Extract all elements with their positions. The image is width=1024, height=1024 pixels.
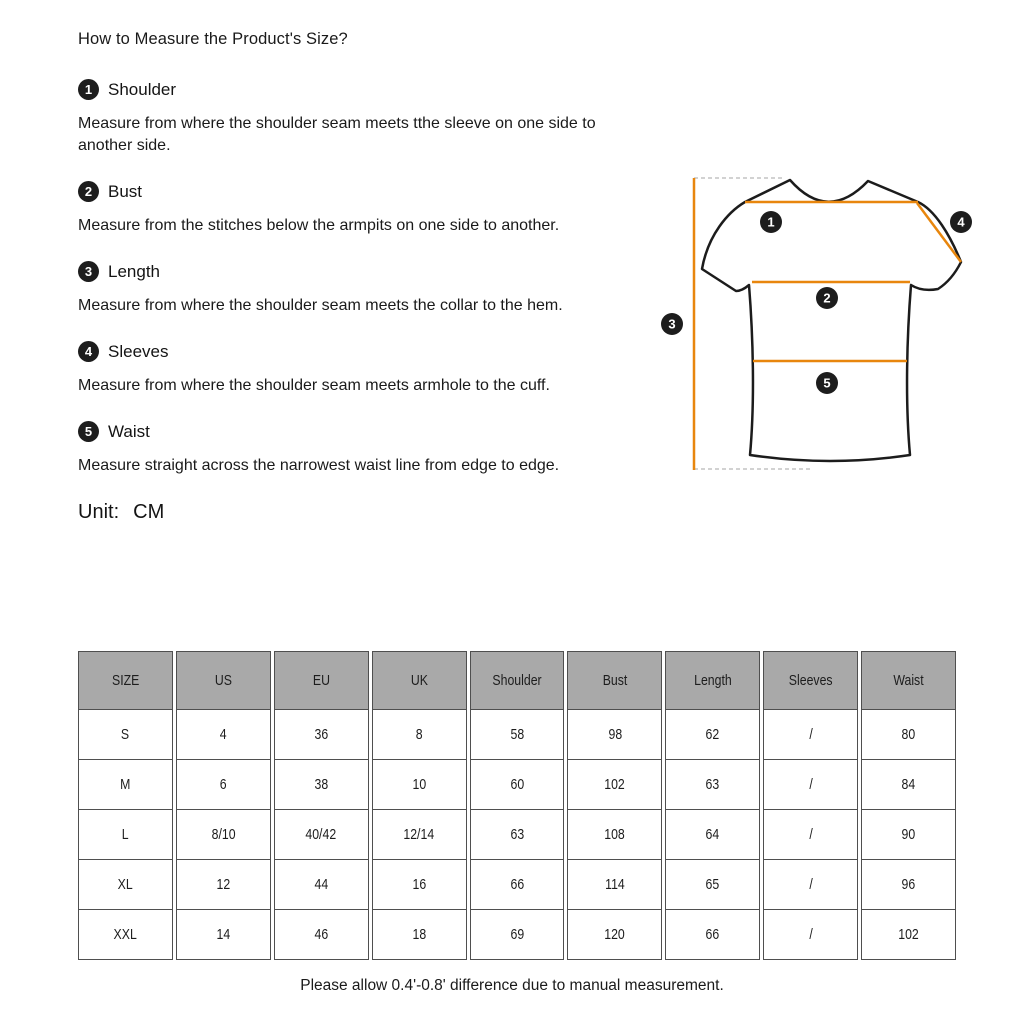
table-cell: 18: [372, 909, 467, 960]
column-header: Bust: [567, 651, 662, 710]
number-2-badge-icon: 2: [78, 181, 99, 202]
column-header: Waist: [861, 651, 956, 710]
number-4-badge-icon: 4: [78, 341, 99, 362]
table-cell: 69: [470, 909, 565, 960]
table-cell: 4: [176, 709, 271, 760]
table-cell: 58: [470, 709, 565, 760]
table-row: [78, 759, 956, 810]
table-cell: 12/14: [372, 809, 467, 860]
table-cell: S: [78, 709, 173, 760]
column-header: Length: [665, 651, 760, 710]
section-description: Measure straight across the narrowest waist line from edge to edge.: [78, 457, 560, 474]
table-cell: 46: [274, 909, 369, 960]
tshirt-diagram-svg: [650, 165, 1022, 487]
marker-3: [661, 313, 683, 335]
marker-2: [816, 287, 838, 309]
svg-text:4: 4: [957, 214, 965, 230]
marker-4: [950, 211, 972, 233]
instructions-column: [78, 30, 618, 524]
table-cell: /: [763, 859, 858, 910]
number-3-badge-icon: 3: [78, 261, 99, 282]
table-cell: 66: [470, 859, 565, 910]
column-header: US: [176, 651, 271, 710]
footer-note: Please allow 0.4'-0.8' difference due to manual measurement.: [300, 977, 724, 994]
section-description: Measure from where the shoulder seam meets tthe sleeve on one side to another side.: [78, 115, 596, 154]
size-table: [78, 651, 956, 960]
section-label: Length: [108, 261, 160, 281]
tshirt-outline: [702, 180, 961, 461]
section-label: Shoulder: [108, 79, 177, 99]
number-5-badge-icon: 5: [78, 421, 99, 442]
table-cell: 66: [665, 909, 760, 960]
table-cell: 84: [861, 759, 956, 810]
table-cell: 98: [567, 709, 662, 760]
table-cell: 40/42: [274, 809, 369, 860]
section-description: Measure from the stitches below the armpits on one side to another.: [78, 217, 560, 234]
table-cell: 44: [274, 859, 369, 910]
table-cell: 62: [665, 709, 760, 760]
table-cell: 60: [470, 759, 565, 810]
section-label: Bust: [108, 181, 143, 201]
tshirt-measurement-diagram: [650, 165, 1022, 487]
size-table-header-row: [78, 651, 956, 710]
svg-text:1: 1: [767, 214, 775, 230]
table-cell: 16: [372, 859, 467, 910]
table-cell: /: [763, 909, 858, 960]
table-cell: 10: [372, 759, 467, 810]
unit-value: CM: [133, 501, 165, 523]
table-cell: /: [763, 709, 858, 760]
table-cell: 90: [861, 809, 956, 860]
svg-text:2: 2: [823, 290, 831, 306]
unit-line: [78, 501, 618, 524]
table-cell: XL: [78, 859, 173, 910]
table-cell: L: [78, 809, 173, 860]
table-cell: 63: [665, 759, 760, 810]
table-cell: XXL: [78, 909, 173, 960]
table-cell: /: [763, 809, 858, 860]
section-heading-shoulder: [78, 79, 618, 100]
svg-text:3: 3: [668, 316, 676, 332]
table-row: [78, 909, 956, 960]
table-cell: 36: [274, 709, 369, 760]
section-label: Waist: [108, 421, 150, 441]
section-label: Sleeves: [108, 341, 169, 361]
section-description: Measure from where the shoulder seam meets the collar to the hem.: [78, 297, 563, 314]
column-header: Shoulder: [470, 651, 565, 710]
section-description: Measure from where the shoulder seam meets armhole to the cuff.: [78, 377, 550, 394]
table-row: [78, 859, 956, 910]
section-heading-length: [78, 261, 618, 282]
table-cell: 8/10: [176, 809, 271, 860]
number-1-badge-icon: 1: [78, 79, 99, 100]
table-cell: 102: [567, 759, 662, 810]
table-cell: 6: [176, 759, 271, 810]
table-cell: M: [78, 759, 173, 810]
section-heading-waist: [78, 421, 618, 442]
table-cell: /: [763, 759, 858, 810]
marker-1: [760, 211, 782, 233]
unit-label: Unit:: [78, 501, 120, 523]
page-title: How to Measure the Product's Size?: [78, 30, 348, 48]
table-cell: 114: [567, 859, 662, 910]
table-cell: 80: [861, 709, 956, 760]
table-cell: 108: [567, 809, 662, 860]
column-header: UK: [372, 651, 467, 710]
column-header: EU: [274, 651, 369, 710]
table-row: [78, 809, 956, 860]
section-heading-bust: [78, 181, 618, 202]
svg-text:5: 5: [823, 375, 831, 391]
table-cell: 12: [176, 859, 271, 910]
column-header: SIZE: [78, 651, 173, 710]
marker-5: [816, 372, 838, 394]
table-cell: 14: [176, 909, 271, 960]
table-cell: 63: [470, 809, 565, 860]
table-cell: 8: [372, 709, 467, 760]
table-row: [78, 709, 956, 760]
table-cell: 102: [861, 909, 956, 960]
section-heading-sleeves: [78, 341, 618, 362]
table-cell: 38: [274, 759, 369, 810]
table-cell: 120: [567, 909, 662, 960]
column-header: Sleeves: [763, 651, 858, 710]
table-cell: 96: [861, 859, 956, 910]
table-cell: 64: [665, 809, 760, 860]
table-cell: 65: [665, 859, 760, 910]
